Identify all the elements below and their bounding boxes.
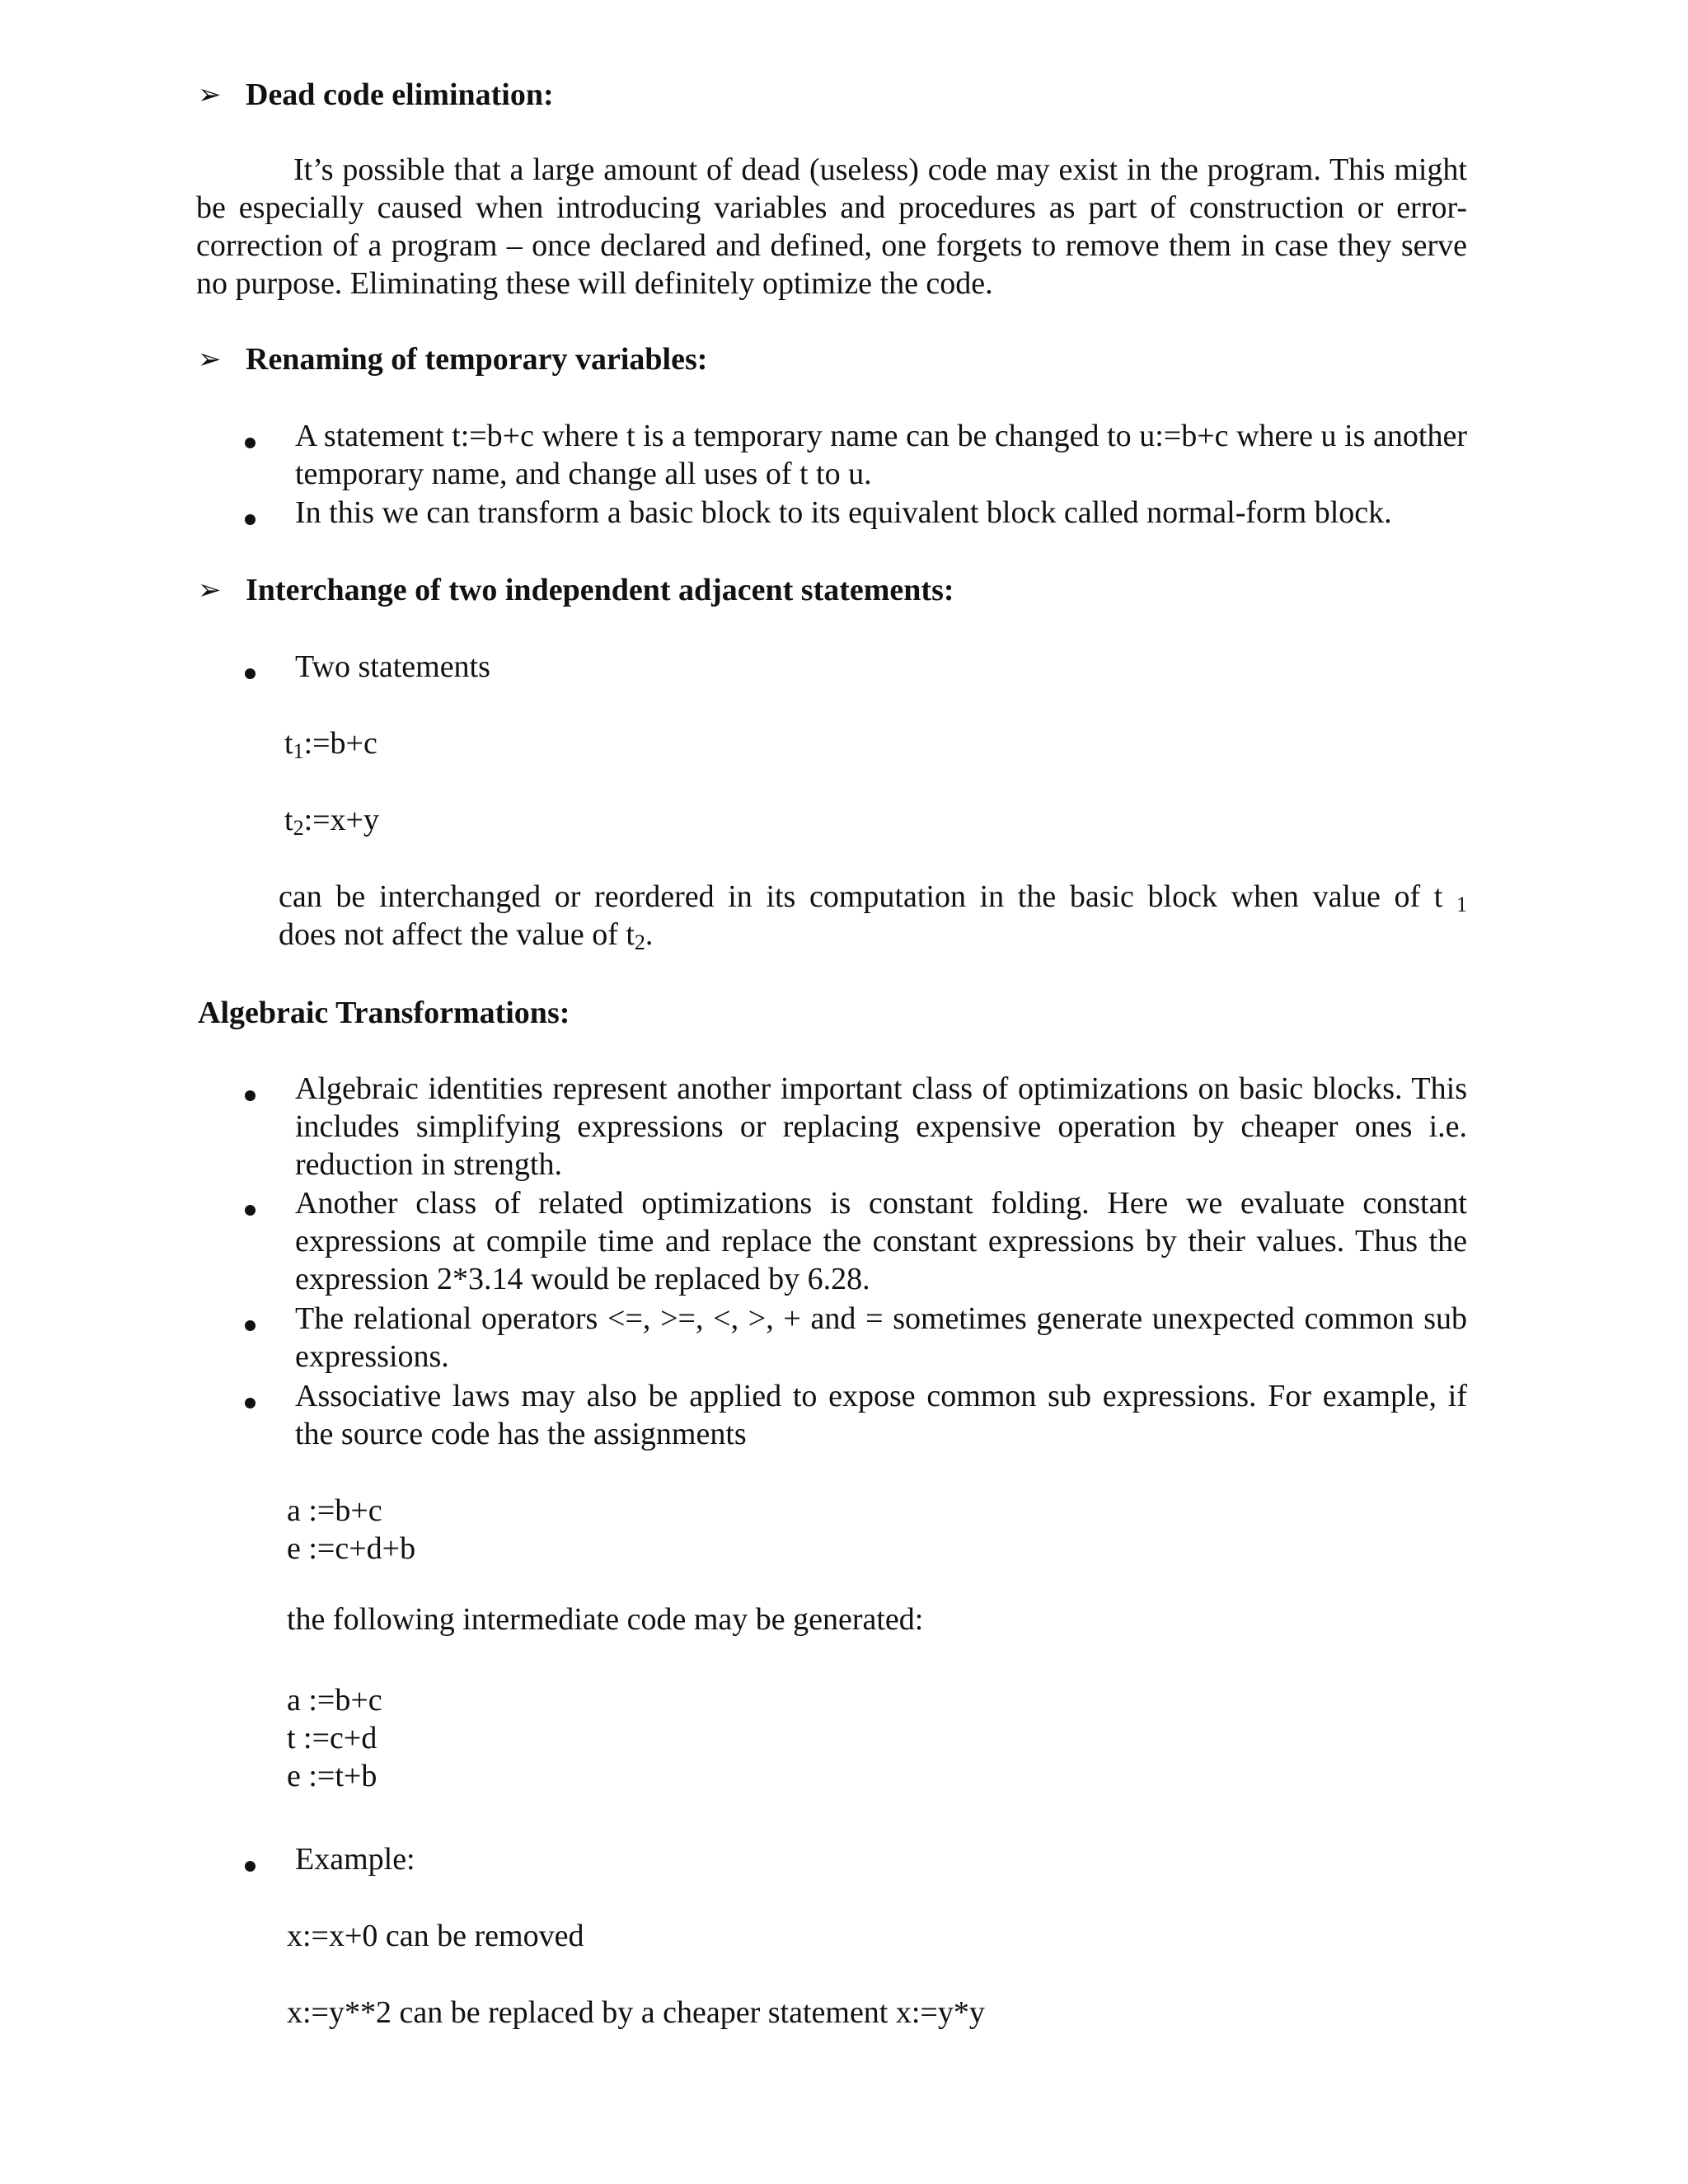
code-line: a :=b+c: [287, 1493, 382, 1528]
statement-t2-subscript: 2: [293, 816, 304, 840]
bullet-dot-icon: [245, 1398, 256, 1408]
statement-t2: [284, 801, 379, 839]
arrow-bullet-icon: ➢: [198, 343, 222, 376]
section-heading-dead-code: Dead code elimination:: [246, 77, 554, 112]
statement-t2-var: t: [284, 803, 293, 837]
renaming-bullet-2: In this we can transform a basic block to its equivalent block called normal-form block.: [295, 495, 1392, 530]
algebraic-bullet-1: Algebraic identities represent another important class of optimizations on basic blocks. This includes simplifying expressions or replacing expensive operation by cheaper ones i.e. reduction in strength.: [295, 1071, 1467, 1182]
code-block-intermediate: [287, 1681, 382, 1795]
bullet-dot-icon: [245, 1090, 256, 1101]
bullet-dot-icon: [245, 438, 256, 448]
interchange-conclusion-line-1: [279, 878, 1467, 916]
interchange-conclusion-subscript-2: 2: [634, 930, 645, 954]
example-line-2: x:=y**2 can be replaced by a cheaper statement x:=y*y: [287, 1995, 985, 2030]
algebraic-bullet-2: Another class of related optimizations is constant folding. Here we evaluate constant expressions at compile time and replace the constant expressions by their values. Thus the expression 2*3.14 would be replaced by 6.28.: [295, 1186, 1467, 1296]
statement-t1-subscript: 1: [293, 739, 304, 763]
bullet-dot-icon: [245, 1320, 256, 1331]
bullet-dot-icon: [245, 1861, 256, 1872]
bullet-dot-icon: [245, 1205, 256, 1216]
dead-code-paragraph: It’s possible that a large amount of dead (useless) code may exist in the program. This might be especially caused when introducing variables and procedures as part of construction or error-correction of a program – once declared and defined, one forgets to remove them in case they serve no purpose. Eliminating these will definitely optimize the code.: [196, 152, 1467, 301]
interchange-conclusion-subscript-1: 1: [1456, 893, 1467, 916]
example-line-1: x:=x+0 can be removed: [287, 1919, 584, 1953]
algebraic-bullet-3: The relational operators <=, >=, <, >, + and = sometimes generate unexpected common sub expressions.: [295, 1301, 1467, 1374]
statement-t2-expression: :=x+y: [303, 803, 379, 837]
interchange-conclusion-text-2: does not affect the value of t: [279, 917, 635, 952]
arrow-bullet-icon: ➢: [198, 574, 222, 607]
section-heading-algebraic: Algebraic Transformations:: [198, 996, 570, 1030]
section-heading-renaming: Renaming of temporary variables:: [246, 342, 708, 377]
arrow-bullet-icon: ➢: [198, 78, 222, 111]
example-bullet: Example:: [295, 1842, 415, 1877]
statement-t1-expression: :=b+c: [303, 726, 377, 761]
code-line: e :=t+b: [287, 1759, 377, 1793]
code-line: t :=c+d: [287, 1721, 377, 1755]
renaming-bullet-1: A statement t:=b+c where t is a temporary name can be changed to u:=b+c where u is another temporary name, and change all uses of t to u.: [295, 419, 1467, 491]
interchange-conclusion-period: .: [645, 917, 654, 952]
section-heading-interchange: Interchange of two independent adjacent statements:: [246, 573, 954, 607]
code-line: a :=b+c: [287, 1683, 382, 1718]
bullet-dot-icon: [245, 668, 256, 679]
statement-t1: [284, 724, 377, 762]
intermediate-code-intro: the following intermediate code may be generated:: [287, 1602, 924, 1637]
statement-t1-var: t: [284, 726, 293, 761]
code-block-source: [287, 1492, 415, 1568]
interchange-conclusion-text-1: can be interchanged or reordered in its computation in the basic block when value of t: [279, 879, 1443, 914]
bullet-dot-icon: [245, 514, 256, 525]
algebraic-bullet-4: Associative laws may also be applied to expose common sub expressions. For example, if the source code has the assignments: [295, 1379, 1467, 1451]
interchange-bullet: Two statements: [295, 649, 490, 684]
interchange-conclusion-line-2: [279, 916, 653, 954]
code-line: e :=c+d+b: [287, 1531, 416, 1566]
